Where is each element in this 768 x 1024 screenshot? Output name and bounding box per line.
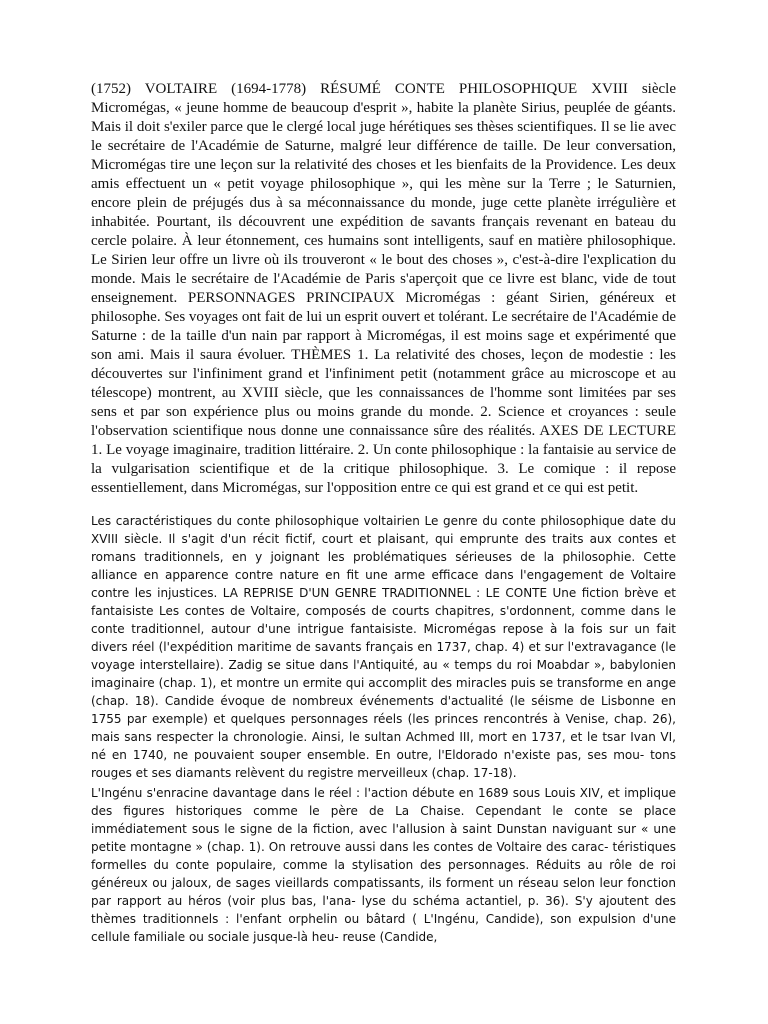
ingenu-paragraph: L'Ingénu s'enracine davantage dans le réel : l'action débute en 1689 sous Louis XIV, et implique des figures historiques comme le père de La Chaise. Cependant le conte se place immédiatement sous le signe de la fiction, avec l'allusion à saint Dunstan naviguant sur « une petite montagne » (chap. 1). On retrouve aussi dans les contes de Voltaire des carac- téristiques formelles du conte populaire, comme la stylisation des personnages. Réduits au rôle de roi généreux ou jaloux, de sages vieillards compatissants, ils forment un réseau selon leur fonction par rapport au héros (voir plus bas, l'ana- lyse du schéma actantiel, p. 36). S'y ajoutent des thèmes traditionnels : l'enfant orphelin ou bâtard ( L'Ingénu, Candide), son expulsion d'une cellule familiale ou sociale jusque-là heu- reuse (Candide, (91, 786, 676, 944)
summary-paragraph: (1752) VOLTAIRE (1694-1778) RÉSUMÉ CONTE PHILOSOPHIQUE XVIII siècle Micromégas, « jeune homme de beaucoup d'esprit », habite la planète Sirius, peuplée de géants. Mais il doit s'exiler parce que le clergé local juge hérétiques ses thèses scientifiques. Il se lie avec le secrétaire de l'Académie de Saturne, malgré leur différence de taille. De leur conversation, Micromégas tire une leçon sur la relativité des choses et les bienfaits de la Providence. Les deux amis effectuent un « petit voyage philosophique », qui les mène sur la Terre ; le Saturnien, encore plein de préjugés dus à sa méconnaissance du monde, juge cette planète irrégulière et inhabitée. Pourtant, ils découvrent une expédition de savants français revenant en bateau du cercle polaire. À leur étonnement, ces humains sont intelligents, sauf en matière philosophique. Le Sirien leur offre un livre où ils trouveront « le bout des choses », c'est-à-dire l'explication du monde. Mais le secrétaire de l'Académie de Paris s'aperçoit que ce livre est blanc, vide de tout enseignement. PERSONNAGES PRINCIPAUX Micromégas : géant Sirien, généreux et philosophe. Ses voyages ont fait de lui un esprit ouvert et tolérant. Le secrétaire de l'Académie de Saturne : de la taille d'un nain par rapport à Micromégas, il est moins sage et expérimenté que son ami. Mais il saura évoluer. THÈMES 1. La relativité des choses, leçon de modestie : les découvertes sur l'infiniment grand et l'infiniment petit (notamment grâce au microscope et au télescope) montrent, au XVIII siècle, que les connaissances de l'homme sont limitées par ses sens et par son expérience plus ou moins grande du monde. 2. Science et croyances : seule l'observation scientifique nous donne une connaissance sûre des réalités. AXES DE LECTURE 1. Le voyage imaginaire, tradition littéraire. 2. Un conte philosophique : la fantaisie au service de la vulgarisation scientifique et de la critique philosophique. 3. Le comique : il repose essentiellement, dans Micromégas, sur l'opposition entre ce qui est grand et ce qui est petit. (91, 81, 677, 496)
characteristics-paragraph: Les caractéristiques du conte philosophique voltairien Le genre du conte philosophique date du XVIII siècle. Il s'agit d'un récit fictif, court et plaisant, qui emprunte des traits aux contes et romans traditionnels, en y joignant les problématiques sérieuses de la philosophie. Cette alliance en apparence contre nature en fit une arme efficace dans l'engagement de Voltaire contre les injustices. LA REPRISE D'UN GENRE TRADITIONNEL : LE CONTE Une fiction brève et fantaisiste Les contes de Voltaire, composés de courts chapitres, s'ordonnent, comme dans le conte traditionnel, autour d'une intrigue fantaisiste. Micromégas repose à la fois sur un fait divers réel (l'expédition maritime de savants français en 1737, chap. 4) et sur l'extravagance (le voyage interstellaire). Zadig se situe dans l'Antiquité, au « temps du roi Moabdar », babylonien imaginaire (chap. 1), et montre un ermite qui accomplit des miracles puis se transforme en ange (chap. 18). Candide évoque de nombreux événements d'actualité (le séisme de Lisbonne en 1755 par exemple) et quelques personnages réels (les princes rencontrés à Venise, chap. 26), mais sans respecter la chronologie. Ainsi, le sultan Achmed III, mort en 1737, et le tsar Ivan VI, né en 1740, ne pouvaient souper ensemble. En outre, l'Eldorado n'existe pas, ses mou- tons rouges et ses diamants relèvent du registre merveilleux (chap. 17-18). (91, 514, 676, 780)
